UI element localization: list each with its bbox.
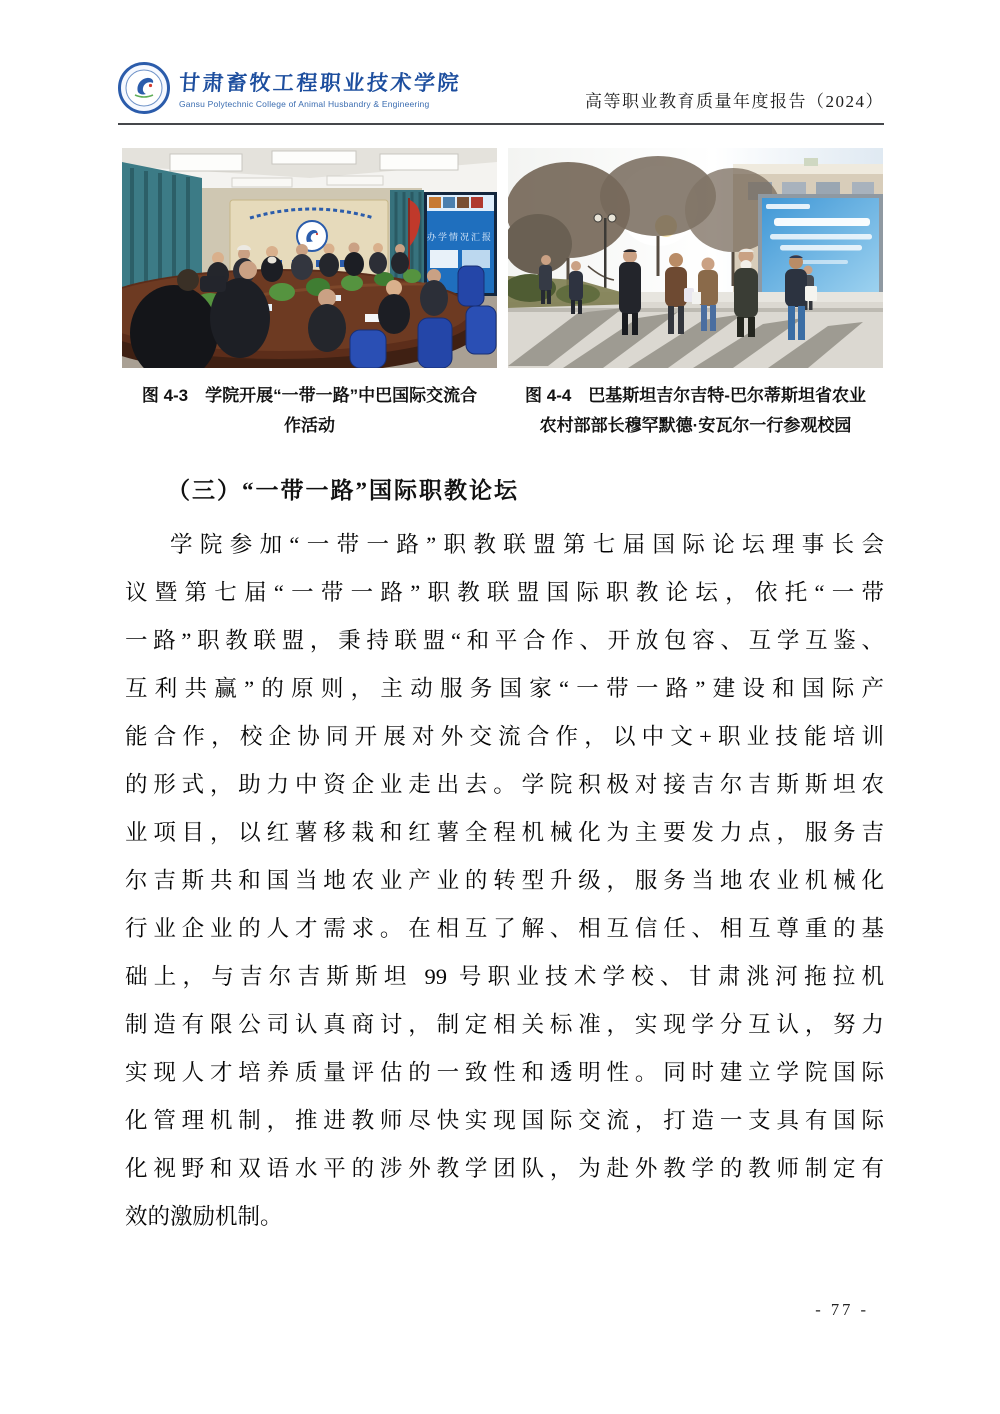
paragraph-line: 尔吉斯共和国当地农业产业的转型升级，服务当地农业机械化	[125, 868, 884, 893]
figure-caption-line: 图 4-4 巴基斯坦吉尔吉特-巴尔蒂斯坦省农业	[525, 386, 866, 405]
report-title: 高等职业教育质量年度报告（2024）	[585, 92, 884, 111]
screen-text: 办学情况汇报	[426, 232, 494, 242]
section-heading: （三）“一带一路”国际职教论坛	[167, 478, 519, 503]
figures-row	[122, 148, 884, 441]
figure-caption-line: 农村部部长穆罕默德·安瓦尔一行参观校园	[539, 416, 852, 435]
paragraph	[125, 521, 884, 1241]
paragraph-line: 制造有限公司认真商讨，制定相关标准，实现学分互认，努力	[125, 1012, 884, 1037]
figure-caption-line: 图 4-3 学院开展“一带一路”中巴国际交流合	[141, 386, 478, 405]
figure-4-4	[508, 148, 883, 441]
paragraph-line: 化视野和双语水平的涉外教学团队，为赴外教学的教师制定有	[125, 1156, 884, 1181]
page-number: - 77 -	[815, 1300, 869, 1319]
college-logo-block	[118, 62, 461, 114]
paragraph-line: 实现人才培养质量评估的一致性和透明性。同时建立学院国际	[125, 1060, 884, 1085]
college-name-en: Gansu Polytechnic College of Animal Husbandry & Engineering	[179, 99, 430, 109]
paragraph-line: 化管理机制，推进教师尽快实现国际交流，打造一支具有国际	[125, 1108, 884, 1133]
paragraph-line: 互利共赢”的原则，主动服务国家“一带一路”建设和国际产	[125, 676, 884, 701]
paragraph-line: 能合作，校企协同开展对外交流合作，以中文+职业技能培训	[125, 724, 884, 749]
paragraph-line: 础上，与吉尔吉斯斯坦 99 号职业技术学校、甘肃洮河拖拉机	[125, 964, 884, 989]
figure-4-3	[122, 148, 497, 441]
college-name-zh: 甘肃畜牧工程职业技术学院	[178, 71, 462, 95]
paragraph-line: 学院参加“一带一路”职教联盟第七届国际论坛理事长会	[170, 532, 884, 557]
figure-caption-line: 作活动	[284, 416, 335, 435]
figure-caption	[122, 381, 497, 441]
college-logo-badge	[118, 62, 170, 114]
paragraph-line: 的形式，助力中资企业走出去。学院积极对接吉尔吉斯斯坦农	[125, 772, 884, 797]
photo-campus-visit	[508, 148, 883, 368]
figure-caption	[508, 381, 883, 441]
paragraph-line: 一路”职教联盟，秉持联盟“和平合作、开放包容、互学互鉴、	[125, 628, 884, 653]
paragraph-line: 行业企业的人才需求。在相互了解、相互信任、相互尊重的基	[125, 916, 884, 941]
page-header	[118, 62, 884, 125]
paragraph-line: 效的激励机制。	[125, 1204, 283, 1229]
paragraph-line: 业项目，以红薯移栽和红薯全程机械化为主要发力点，服务吉	[125, 820, 884, 845]
photo-conference-meeting	[122, 148, 497, 368]
paragraph-line: 议暨第七届“一带一路”职教联盟国际职教论坛，依托“一带	[125, 580, 884, 605]
